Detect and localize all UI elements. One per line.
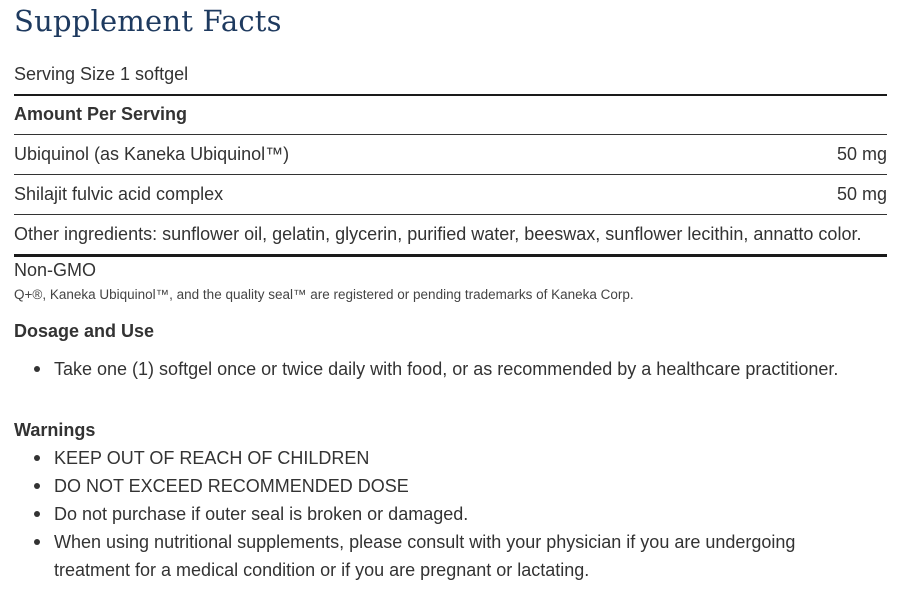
ingredient-amount: 50 mg — [836, 144, 887, 164]
divider — [14, 254, 887, 257]
ingredient-name: Shilajit fulvic acid complex — [14, 184, 224, 204]
ingredient-name: Ubiquinol (as Kaneka Ubiquinol™) — [14, 144, 290, 164]
other-ingredients-text: Other ingredients: sunflower oil, gelatin, glycerin, purified water, beeswax, sunflower lecithin, annatto color. — [14, 224, 862, 244]
list-item — [14, 472, 887, 500]
ingredient-amount: 50 mg — [836, 184, 887, 204]
divider — [14, 94, 887, 96]
page-title: Supplement Facts — [14, 4, 282, 38]
list-item-text: Take one (1) softgel once or twice daily with food, or as recommended by a healthcare practitioner. — [54, 359, 839, 379]
amount-per-serving-header — [14, 104, 887, 125]
dosage-heading: Dosage and Use — [14, 321, 155, 341]
bullet-icon — [34, 455, 40, 461]
serving-size: Serving Size 1 softgel — [14, 64, 189, 84]
bullet-icon — [34, 366, 40, 372]
list-item — [14, 528, 887, 584]
ingredient-row — [14, 144, 887, 165]
trademark-note: Q+®, Kaneka Ubiquinol™, and the quality seal™ are registered or pending trademarks of Kaneka Corp. — [14, 287, 634, 302]
divider — [14, 174, 887, 175]
divider — [14, 214, 887, 215]
list-item — [14, 500, 887, 528]
list-item-text: Do not purchase if outer seal is broken or damaged. — [54, 504, 469, 524]
list-item-text: DO NOT EXCEED RECOMMENDED DOSE — [54, 476, 409, 496]
list-item-text: When using nutritional supplements, please consult with your physician if you are undergoing treatment for a medical condition or if you are pregnant or lactating. — [54, 532, 796, 580]
warnings-list — [14, 444, 887, 584]
bullet-icon — [34, 483, 40, 489]
divider — [14, 134, 887, 135]
amount-header-label: Amount Per Serving — [14, 104, 188, 124]
non-gmo-label: Non-GMO — [14, 260, 97, 280]
dosage-list — [14, 355, 887, 383]
list-item-text: KEEP OUT OF REACH OF CHILDREN — [54, 448, 370, 468]
bullet-icon — [34, 539, 40, 545]
other-ingredients — [14, 224, 887, 245]
list-item — [14, 444, 887, 472]
list-item — [14, 355, 887, 383]
warnings-heading: Warnings — [14, 420, 96, 440]
bullet-icon — [34, 511, 40, 517]
ingredient-row — [14, 184, 887, 205]
